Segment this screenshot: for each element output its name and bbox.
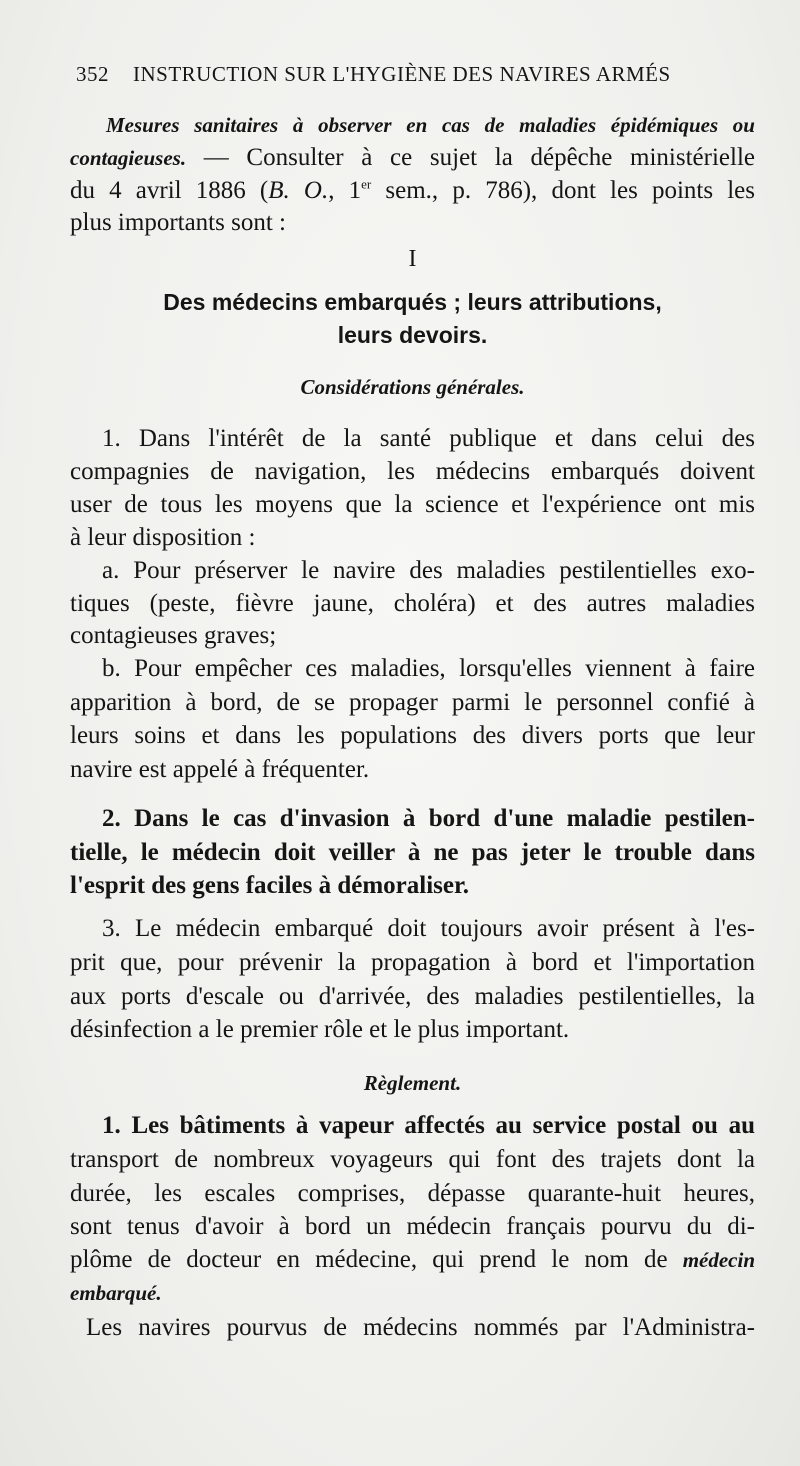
running-header bbox=[76, 62, 716, 87]
paragraph-line: 1. Dans l'intérêt de la santé publique et dans celui des bbox=[102, 425, 755, 452]
paragraph-line: b. Pour empêcher ces maladies, lorsqu'elles viennent à faire bbox=[102, 655, 755, 682]
intro-line-1: Mesures sanitaires à observer en cas de maladies épidémiques ou bbox=[106, 113, 755, 137]
intro-line-4: plus importants sont : bbox=[70, 209, 286, 236]
paragraph-line: prit que, pour prévenir la propagation à bord et l'importation bbox=[70, 949, 755, 976]
paragraph-line: a. Pour préserver le navire des maladies pestilentielles exo- bbox=[102, 557, 755, 584]
page-number: 352 bbox=[76, 62, 109, 86]
paragraph-line: leurs soins et dans les populations des divers ports que leur bbox=[70, 722, 755, 749]
paragraph-line: plôme de docteur en médecine, qui prend le nom de médecin bbox=[70, 1246, 755, 1273]
paragraph-line: durée, les escales comprises, dépasse quarante-huit heures, bbox=[70, 1180, 755, 1207]
paragraph-line: 1. Les bâtiments à vapeur affectés au service postal ou au bbox=[102, 1112, 755, 1139]
paragraph-line: à leur disposition : bbox=[70, 524, 256, 551]
paragraph-line: user de tous les moyens que la science et l'expérience ont mis bbox=[70, 491, 755, 518]
section-title-line-2: leurs devoirs. bbox=[337, 322, 488, 348]
paragraph-line: 2. Dans le cas d'invasion à bord d'une maladie pestilen- bbox=[102, 805, 755, 832]
paragraph-line: compagnies de navigation, les médecins embarqués doivent bbox=[70, 458, 755, 485]
paragraph-line: 3. Le médecin embarqué doit toujours avoir présent à l'es- bbox=[102, 915, 755, 942]
paragraph-line: tiques (peste, fièvre jaune, choléra) et des autres maladies bbox=[70, 590, 755, 617]
intro-line-3: du 4 avril 1886 (B. O., 1er sem., p. 786), dont les points les bbox=[70, 176, 756, 204]
intro-line-2: contagieuses. — Consulter à ce sujet la dépêche ministérielle bbox=[70, 144, 755, 171]
paragraph-line: Les navires pourvus de médecins nommés par l'Administra- bbox=[86, 1314, 755, 1341]
paragraph-line: sont tenus d'avoir à bord un médecin français pourvu du di- bbox=[70, 1213, 755, 1240]
subheading-considerations: Considérations générales. bbox=[300, 375, 525, 399]
paragraph-line: aux ports d'escale ou d'arrivée, des maladies pestilentielles, la bbox=[70, 983, 755, 1010]
paragraph-line: navire est appelé à fréquenter. bbox=[70, 756, 370, 783]
subheading-reglement: Règlement. bbox=[363, 1071, 462, 1095]
paragraph-line: transport de nombreux voyageurs qui font des trajets dont la bbox=[70, 1146, 755, 1173]
paragraph-line: désinfection a le premier rôle et le plus important. bbox=[70, 1016, 570, 1043]
paragraph-line: apparition à bord, de se propager parmi le personnel confié à bbox=[70, 689, 755, 716]
paragraph-line: l'esprit des gens faciles à démoraliser. bbox=[70, 872, 470, 899]
paragraph-line: embarqué. bbox=[70, 1281, 162, 1305]
section-number: I bbox=[408, 246, 417, 272]
running-title: INSTRUCTION SUR L'HYGIÈNE DES NAVIRES ARMÉS bbox=[133, 62, 671, 86]
paragraph-line: contagieuses graves; bbox=[70, 622, 277, 649]
paragraph-line: tielle, le médecin doit veiller à ne pas jeter le trouble dans bbox=[70, 839, 755, 866]
section-title-line-1: Des médecins embarqués ; leurs attributions, bbox=[163, 289, 662, 315]
